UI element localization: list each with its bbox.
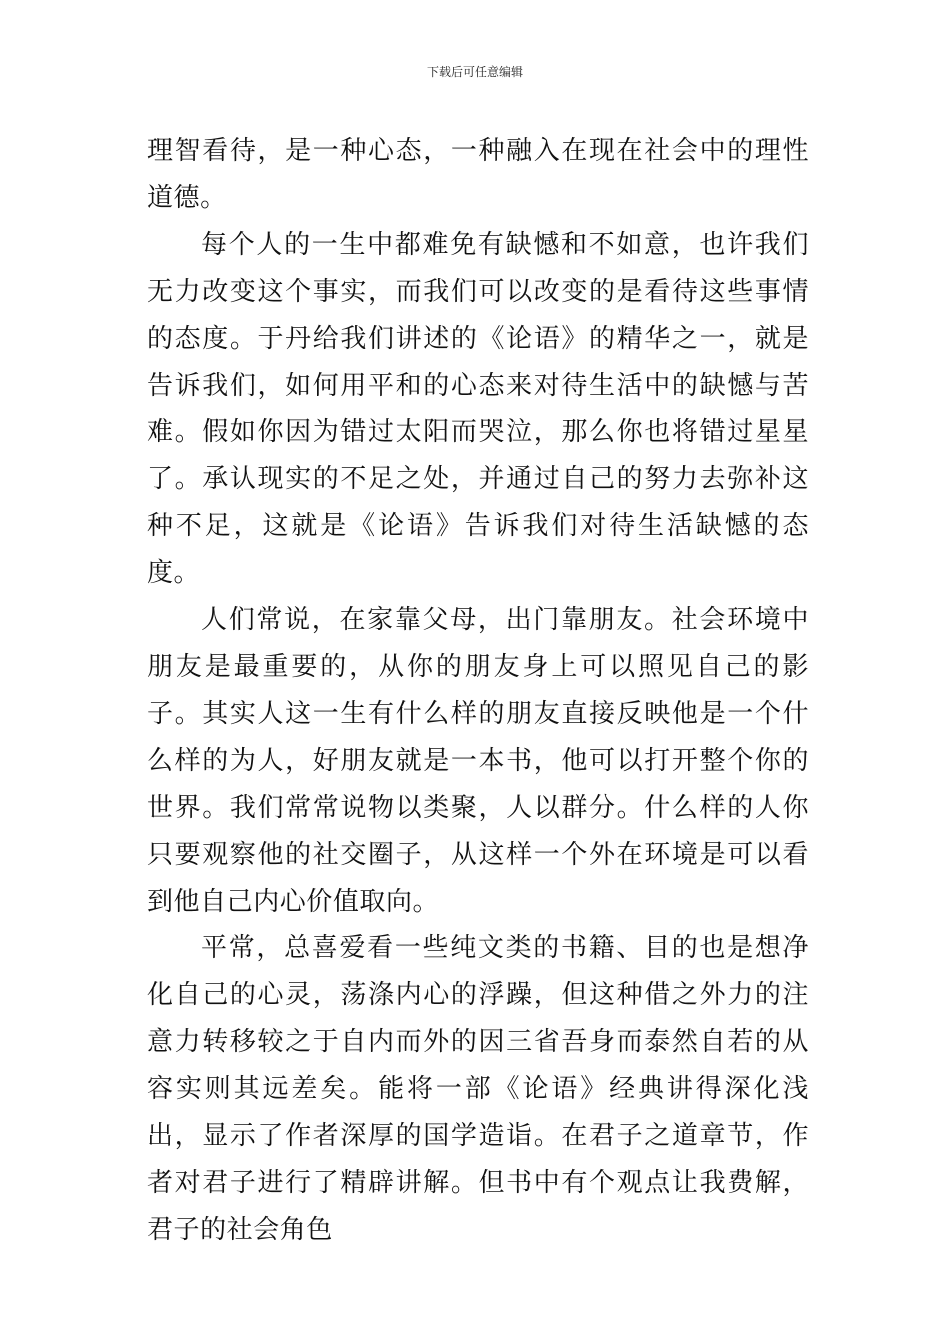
paragraph: 平常，总喜爱看一些纯文类的书籍、目的也是想净化自己的心灵，荡涤内心的浮躁，但这种借之外力的注意力转移较之于自内而外的因三省吾身而泰然自若的从容实则其远差矣。能将一部《论语》经典讲得深化浅出，显示了作者深厚的国学造诣。在君子之道章节，作者对君子进行了精辟讲解。但书中有个观点让我费解，君子的社会角色 <box>147 933 809 1245</box>
paragraph: 人们常说，在家靠父母，出门靠朋友。社会环境中朋友是最重要的，从你的朋友身上可以照见自己的影子。其实人这一生有什么样的朋友直接反映他是一个什么样的为人，好朋友就是一本书，他可以打开整个你的世界。我们常常说物以类聚，人以群分。什么样的人你只要观察他的社交圈子，从这样一个外在环境是可以看到他自己内心价值取向。 <box>147 605 809 917</box>
paragraph: 理智看待，是一种心态，一种融入在现在社会中的理性道德。 <box>147 136 809 213</box>
page-header: 下载后可任意编辑 <box>426 65 523 79</box>
document-body <box>147 128 809 1254</box>
paragraph: 每个人的一生中都难免有缺憾和不如意，也许我们无力改变这个事实，而我们可以改变的是看待这些事情的态度。于丹给我们讲述的《论语》的精华之一，就是告诉我们，如何用平和的心态来对待生活中的缺憾与苦难。假如你因为错过太阳而哭泣，那么你也将错过星星了。承认现实的不足之处，并通过自己的努力去弥补这种不足，这就是《论语》告诉我们对待生活缺憾的态度。 <box>147 229 809 589</box>
